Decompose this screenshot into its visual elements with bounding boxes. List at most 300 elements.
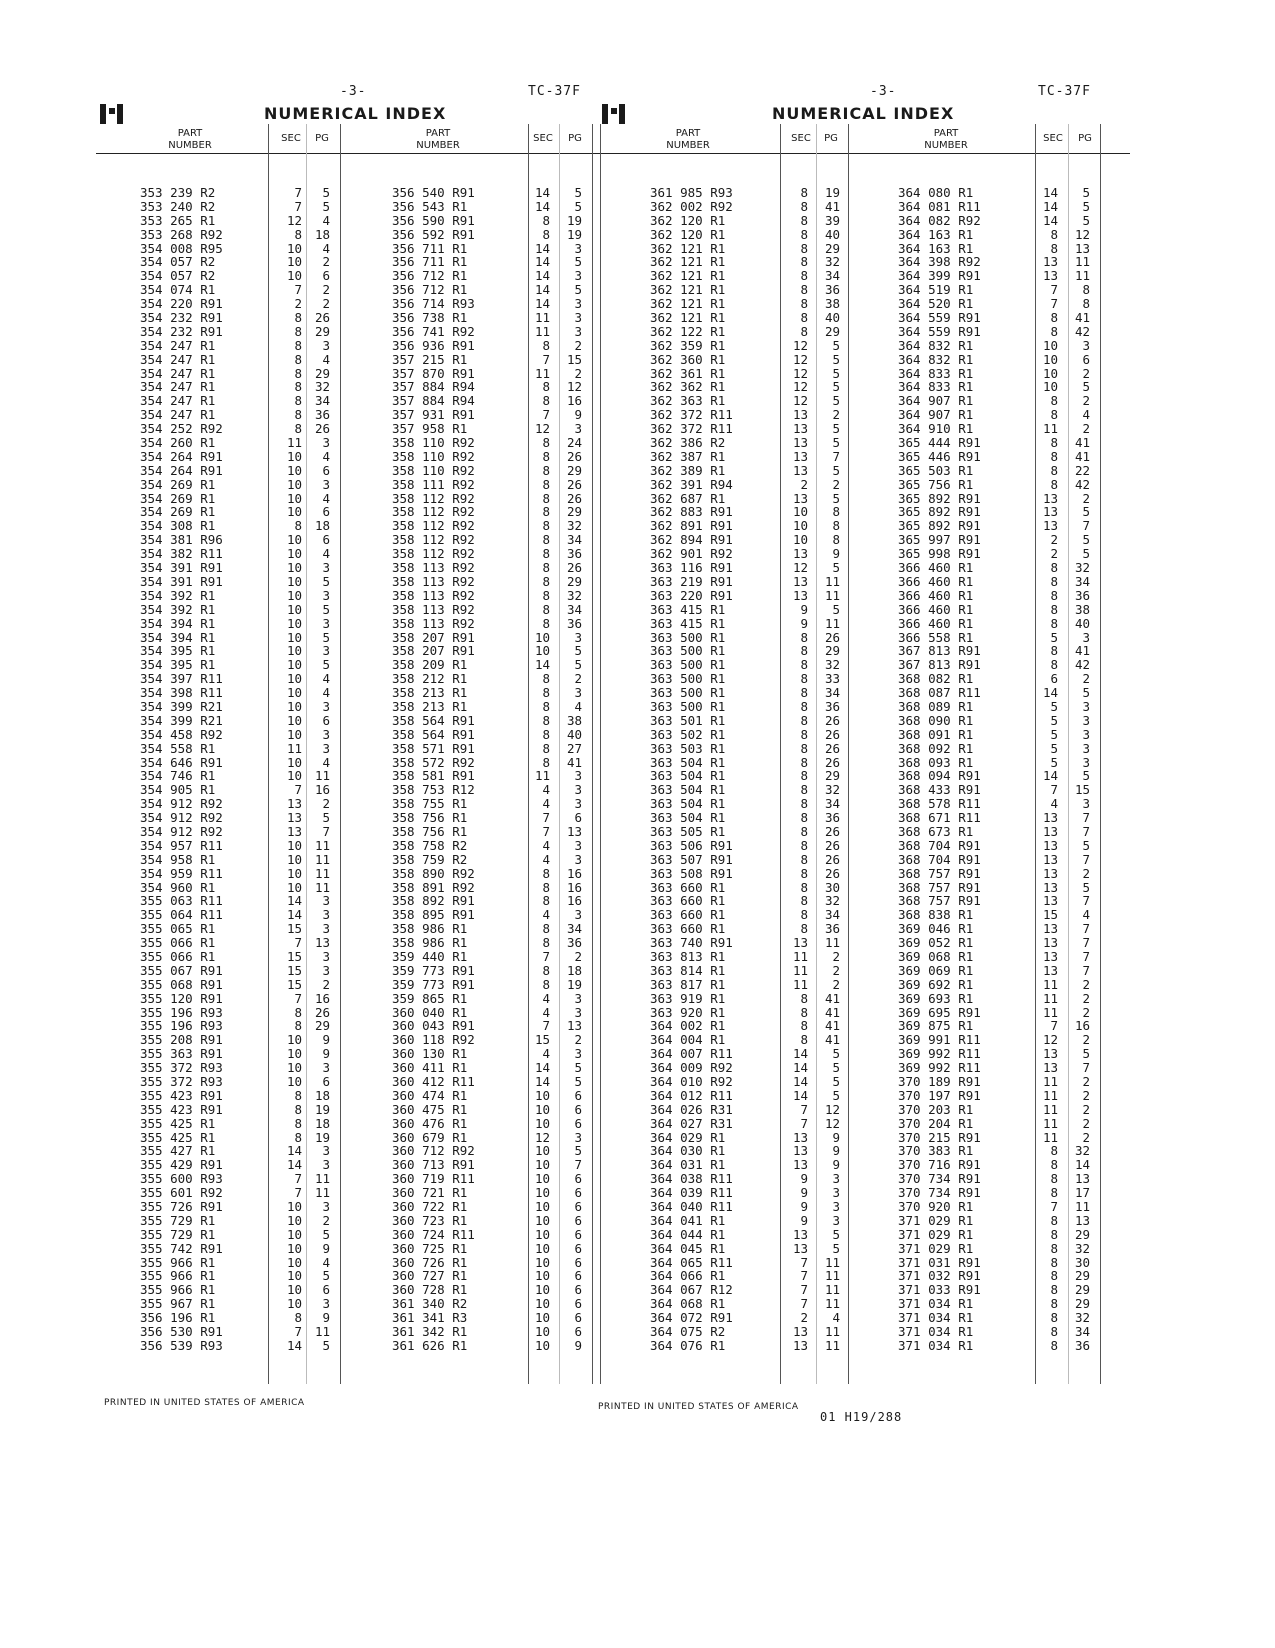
- part-number: 359 440 R1: [392, 948, 468, 964]
- page-ref: 6: [322, 532, 330, 548]
- part-number: 354 399 R21: [140, 698, 223, 714]
- page-ref: 7: [322, 823, 330, 839]
- section-number: 8: [800, 865, 808, 881]
- section-number: 8: [1050, 587, 1058, 603]
- index-row: [650, 950, 850, 964]
- part-number: 354 247 R1: [140, 365, 216, 381]
- section-number: 14: [286, 907, 302, 923]
- section-number: 8: [800, 310, 808, 326]
- index-row: [650, 658, 850, 672]
- section-number: 13: [286, 823, 302, 839]
- section-number: 10: [792, 518, 808, 534]
- page-ref: 11: [824, 573, 840, 589]
- part-number: 364 081 R11: [898, 198, 981, 214]
- index-row: [898, 922, 1098, 936]
- index-row: [140, 1006, 340, 1020]
- index-row: [140, 1061, 340, 1075]
- index-row: [650, 186, 850, 200]
- index-row: [140, 950, 340, 964]
- index-row: [140, 1158, 340, 1172]
- index-row: [140, 505, 340, 519]
- index-row: [650, 1144, 850, 1158]
- page-ref: 4: [322, 685, 330, 701]
- index-row: [650, 1006, 850, 1020]
- section-number: 4: [542, 1046, 550, 1062]
- index-row: [650, 1075, 850, 1089]
- part-number: 364 520 R1: [898, 296, 974, 312]
- index-row: [392, 1006, 592, 1020]
- index-row: [392, 1103, 592, 1117]
- index-row: [392, 492, 592, 506]
- section-number: 14: [534, 254, 550, 270]
- part-number: 355 196 R93: [140, 1018, 223, 1034]
- index-row: [392, 894, 592, 908]
- index-row: [650, 853, 850, 867]
- section-number: 14: [534, 240, 550, 256]
- page-ref: 5: [832, 601, 840, 617]
- page-ref: 11: [824, 1324, 840, 1340]
- page-ref: 7: [1082, 948, 1090, 964]
- page-ref: 9: [832, 1143, 840, 1159]
- part-number: 358 756 R1: [392, 810, 468, 826]
- part-number: 358 564 R91: [392, 726, 475, 742]
- section-number: 8: [800, 810, 808, 826]
- index-row: [392, 783, 592, 797]
- index-row: [392, 1172, 592, 1186]
- part-number: 358 112 R92: [392, 504, 475, 520]
- part-number: 362 387 R1: [650, 448, 726, 464]
- index-row: [392, 908, 592, 922]
- part-number: 362 120 R1: [650, 212, 726, 228]
- index-row: [392, 325, 592, 339]
- page-ref: 2: [1082, 365, 1090, 381]
- page-ref: 3: [322, 435, 330, 451]
- part-number: 358 113 R92: [392, 587, 475, 603]
- part-number: 368 578 R11: [898, 796, 981, 812]
- section-number: 10: [286, 254, 302, 270]
- page-ref: 26: [566, 560, 582, 576]
- part-number: 362 687 R1: [650, 490, 726, 506]
- page-ref: 26: [824, 629, 840, 645]
- page-ref: 16: [314, 990, 330, 1006]
- part-number: 364 038 R11: [650, 1171, 733, 1187]
- section-number: 8: [800, 254, 808, 270]
- header-pg-1: PG: [824, 133, 838, 144]
- page-ref: 7: [1082, 518, 1090, 534]
- section-number: 8: [294, 365, 302, 381]
- page-ref: 4: [322, 546, 330, 562]
- page-ref: 5: [1082, 212, 1090, 228]
- index-row: [392, 839, 592, 853]
- part-number: 371 033 R91: [898, 1282, 981, 1298]
- section-number: 8: [542, 935, 550, 951]
- index-row: [392, 1019, 592, 1033]
- section-number: 8: [542, 754, 550, 770]
- page-ref: 5: [1082, 198, 1090, 214]
- section-number: 13: [792, 462, 808, 478]
- index-row: [140, 228, 340, 242]
- page-ref: 5: [322, 573, 330, 589]
- section-number: 8: [542, 893, 550, 909]
- section-number: 9: [800, 1185, 808, 1201]
- section-number: 10: [286, 587, 302, 603]
- index-row: [650, 1131, 850, 1145]
- section-number: 10: [286, 462, 302, 478]
- page-ref: 5: [832, 560, 840, 576]
- footer-text: PRINTED IN UNITED STATES OF AMERICA: [598, 1402, 799, 1412]
- part-number: 365 444 R91: [898, 435, 981, 451]
- part-number: 358 110 R92: [392, 448, 475, 464]
- index-row: [392, 742, 592, 756]
- section-number: 11: [1042, 1004, 1058, 1020]
- page-ref: 2: [832, 962, 840, 978]
- part-number: 364 910 R1: [898, 421, 974, 437]
- page-ref: 34: [1074, 1324, 1090, 1340]
- section-number: 15: [1042, 907, 1058, 923]
- part-number: 363 500 R1: [650, 657, 726, 673]
- page-ref: 5: [1082, 685, 1090, 701]
- index-row: [140, 380, 340, 394]
- index-row: [140, 644, 340, 658]
- index-row: [650, 1242, 850, 1256]
- page-ref: 9: [574, 1337, 582, 1353]
- page-ref: 2: [1082, 1032, 1090, 1048]
- section-number: 14: [1042, 768, 1058, 784]
- page-ref: 3: [322, 560, 330, 576]
- index-row: [898, 228, 1098, 242]
- index-row: [898, 908, 1098, 922]
- page-ref: 5: [1082, 546, 1090, 562]
- page-ref: 41: [1074, 448, 1090, 464]
- page-ref: 13: [314, 935, 330, 951]
- page-ref: 5: [1082, 504, 1090, 520]
- part-number: 354 232 R91: [140, 310, 223, 326]
- part-number: 364 559 R91: [898, 323, 981, 339]
- section-number: 5: [1050, 629, 1058, 645]
- index-row: [140, 978, 340, 992]
- page-ref: 34: [566, 532, 582, 548]
- index-row: [140, 1269, 340, 1283]
- index-row: [140, 1019, 340, 1033]
- page-ref: 26: [824, 865, 840, 881]
- page-ref: 3: [832, 1171, 840, 1187]
- index-row: [650, 964, 850, 978]
- index-row: [140, 589, 340, 603]
- page-ref: 38: [824, 296, 840, 312]
- index-row: [140, 1200, 340, 1214]
- section-number: 10: [534, 1143, 550, 1159]
- part-number: 363 503 R1: [650, 740, 726, 756]
- ih-logo-icon: [100, 104, 124, 124]
- index-row: [392, 1089, 592, 1103]
- index-row: [650, 200, 850, 214]
- part-number: 356 711 R1: [392, 254, 468, 270]
- page-ref: 26: [824, 823, 840, 839]
- section-number: 8: [800, 907, 808, 923]
- index-row: [140, 603, 340, 617]
- page-ref: 29: [566, 573, 582, 589]
- section-number: 8: [542, 685, 550, 701]
- section-number: 8: [1050, 1254, 1058, 1270]
- page-ref: 18: [314, 226, 330, 242]
- section-number: 13: [792, 421, 808, 437]
- section-number: 12: [792, 337, 808, 353]
- page-ref: 26: [566, 448, 582, 464]
- page-ref: 4: [322, 1254, 330, 1270]
- page-ref: 18: [314, 518, 330, 534]
- part-number: 358 207 R91: [392, 629, 475, 645]
- index-row: [898, 936, 1098, 950]
- part-number: 362 386 R2: [650, 435, 726, 451]
- section-number: 10: [286, 1199, 302, 1215]
- section-number: 14: [792, 1074, 808, 1089]
- part-number: 354 558 R1: [140, 740, 216, 756]
- index-row: [140, 339, 340, 353]
- part-number: 368 089 R1: [898, 698, 974, 714]
- index-row: [650, 325, 850, 339]
- section-number: 13: [1042, 518, 1058, 534]
- header-part-number-2: PART NUMBER: [416, 128, 460, 151]
- index-row: [140, 756, 340, 770]
- section-number: 8: [800, 698, 808, 714]
- page-ref: 5: [1082, 837, 1090, 853]
- section-number: 8: [1050, 1268, 1058, 1284]
- page-ref: 2: [322, 976, 330, 992]
- part-number: 363 507 R91: [650, 851, 733, 867]
- part-number: 364 559 R91: [898, 310, 981, 326]
- part-number: 368 673 R1: [898, 823, 974, 839]
- part-number: 355 967 R1: [140, 1296, 216, 1312]
- index-row: [898, 728, 1098, 742]
- section-number: 14: [534, 185, 550, 200]
- part-number: 368 092 R1: [898, 740, 974, 756]
- part-number: 361 340 R2: [392, 1296, 468, 1312]
- index-row: [898, 964, 1098, 978]
- part-number: 362 901 R92: [650, 546, 733, 562]
- section-number: 8: [1050, 462, 1058, 478]
- index-row: [650, 436, 850, 450]
- index-row: [392, 1311, 592, 1325]
- section-number: 8: [294, 1115, 302, 1131]
- page-ref: 6: [574, 1226, 582, 1242]
- part-number: 368 757 R91: [898, 893, 981, 909]
- index-row: [650, 603, 850, 617]
- part-number: 358 581 R91: [392, 768, 475, 784]
- page-ref: 9: [322, 1046, 330, 1062]
- section-number: 8: [542, 865, 550, 881]
- section-number: 13: [792, 1240, 808, 1256]
- page-ref: 2: [832, 407, 840, 423]
- part-number: 354 646 R91: [140, 754, 223, 770]
- part-number: 370 197 R91: [898, 1087, 981, 1103]
- header-rule: [600, 153, 1130, 154]
- page-ref: 3: [322, 615, 330, 631]
- part-number: 366 460 R1: [898, 601, 974, 617]
- index-row: [392, 1228, 592, 1242]
- section-number: 10: [286, 1254, 302, 1270]
- section-number: 13: [792, 1226, 808, 1242]
- section-number: 14: [792, 1087, 808, 1103]
- part-number: 360 412 R11: [392, 1074, 475, 1089]
- index-row: [392, 811, 592, 825]
- index-row: [392, 1214, 592, 1228]
- index-row: [140, 1339, 340, 1353]
- section-number: 2: [1050, 532, 1058, 548]
- index-row: [392, 283, 592, 297]
- part-number: 364 072 R91: [650, 1310, 733, 1326]
- page-ref: 41: [1074, 435, 1090, 451]
- page-ref: 5: [832, 421, 840, 437]
- page-ref: 19: [314, 1101, 330, 1117]
- part-number: 357 931 R91: [392, 407, 475, 423]
- section-number: 8: [1050, 448, 1058, 464]
- index-row: [898, 464, 1098, 478]
- page-ref: 12: [1074, 226, 1090, 242]
- page-ref: 32: [824, 893, 840, 909]
- part-number: 354 397 R11: [140, 671, 223, 687]
- part-number: 360 727 R1: [392, 1268, 468, 1284]
- part-number: 368 433 R91: [898, 782, 981, 798]
- part-number: 354 247 R1: [140, 393, 216, 409]
- page-ref: 5: [1082, 1046, 1090, 1062]
- section-number: 8: [1050, 393, 1058, 409]
- page-ref: 5: [832, 393, 840, 409]
- index-row: [898, 1339, 1098, 1353]
- index-row: [140, 1033, 340, 1047]
- part-number: 362 360 R1: [650, 351, 726, 367]
- page-ref: 4: [1082, 407, 1090, 423]
- section-number: 8: [800, 1004, 808, 1020]
- section-number: 8: [294, 310, 302, 326]
- column-divider: [592, 124, 593, 1384]
- section-number: 7: [294, 1171, 302, 1187]
- page-ref: 2: [322, 796, 330, 812]
- index-row: [650, 686, 850, 700]
- page-ref: 3: [322, 1199, 330, 1215]
- page-ref: 36: [824, 698, 840, 714]
- section-number: 10: [286, 546, 302, 562]
- page-ref: 3: [574, 768, 582, 784]
- index-row: [898, 1283, 1098, 1297]
- page-ref: 22: [1074, 462, 1090, 478]
- part-number: 371 034 R1: [898, 1337, 974, 1353]
- page-ref: 3: [574, 421, 582, 437]
- part-number: 355 208 R91: [140, 1032, 223, 1048]
- index-row: [392, 242, 592, 256]
- part-number: 363 415 R1: [650, 615, 726, 631]
- section-number: 8: [542, 962, 550, 978]
- index-row: [650, 1158, 850, 1172]
- part-number: 355 601 R92: [140, 1185, 223, 1201]
- index-row: [898, 367, 1098, 381]
- page-ref: 2: [322, 296, 330, 312]
- part-number: 355 429 R91: [140, 1157, 223, 1173]
- page-ref: 3: [322, 907, 330, 923]
- index-row: [140, 881, 340, 895]
- section-number: 8: [800, 1032, 808, 1048]
- section-number: 8: [542, 518, 550, 534]
- page-ref: 3: [832, 1185, 840, 1201]
- index-row: [898, 1047, 1098, 1061]
- part-number: 354 458 R92: [140, 726, 223, 742]
- index-row: [650, 297, 850, 311]
- part-number: 360 723 R1: [392, 1212, 468, 1228]
- section-number: 8: [542, 560, 550, 576]
- section-number: 8: [294, 1129, 302, 1145]
- index-row: [650, 255, 850, 269]
- part-number: 362 122 R1: [650, 323, 726, 339]
- part-number: 363 660 R1: [650, 879, 726, 895]
- section-number: 8: [800, 823, 808, 839]
- index-row: [392, 1144, 592, 1158]
- page-ref: 34: [314, 393, 330, 409]
- section-number: 12: [286, 212, 302, 228]
- page-ref: 11: [1074, 268, 1090, 284]
- section-number: 14: [534, 198, 550, 214]
- index-row: [392, 686, 592, 700]
- index-row: [650, 228, 850, 242]
- part-number: 363 500 R1: [650, 643, 726, 659]
- part-number: 370 920 R1: [898, 1199, 974, 1215]
- page-ref: 15: [566, 351, 582, 367]
- index-row: [898, 853, 1098, 867]
- section-number: 4: [542, 782, 550, 798]
- part-number: 356 540 R91: [392, 185, 475, 200]
- index-row: [650, 1339, 850, 1353]
- part-number: 358 571 R91: [392, 740, 475, 756]
- part-number: 360 724 R11: [392, 1226, 475, 1242]
- section-number: 10: [286, 601, 302, 617]
- part-number: 364 065 R11: [650, 1254, 733, 1270]
- section-number: 8: [1050, 1310, 1058, 1326]
- part-number: 363 813 R1: [650, 948, 726, 964]
- page-ref: 29: [1074, 1226, 1090, 1242]
- index-row: [898, 1200, 1098, 1214]
- section-number: 15: [286, 948, 302, 964]
- index-row: [898, 561, 1098, 575]
- section-number: 13: [792, 573, 808, 589]
- page-ref: 3: [322, 1157, 330, 1173]
- index-row: [898, 589, 1098, 603]
- part-number: 361 342 R1: [392, 1324, 468, 1340]
- section-number: 5: [1050, 698, 1058, 714]
- index-row: [650, 450, 850, 464]
- page-ref: 5: [832, 462, 840, 478]
- part-number: 356 530 R91: [140, 1324, 223, 1340]
- section-number: 4: [542, 796, 550, 812]
- index-row: [392, 200, 592, 214]
- index-row: [898, 811, 1098, 825]
- section-number: 8: [1050, 1226, 1058, 1242]
- index-row: [650, 269, 850, 283]
- index-row: [392, 853, 592, 867]
- part-number: 354 381 R96: [140, 532, 223, 548]
- section-number: 13: [792, 1143, 808, 1159]
- part-number: 354 391 R91: [140, 573, 223, 589]
- page-title: NUMERICAL INDEX: [264, 104, 447, 123]
- index-row: [650, 353, 850, 367]
- part-number: 364 082 R92: [898, 212, 981, 228]
- part-number: 363 504 R1: [650, 754, 726, 770]
- page-ref: 5: [1082, 185, 1090, 200]
- part-number: 358 209 R1: [392, 657, 468, 673]
- section-number: 8: [294, 379, 302, 395]
- section-number: 14: [1042, 198, 1058, 214]
- part-number: 354 912 R92: [140, 796, 223, 812]
- index-row: [392, 769, 592, 783]
- page-ref: 40: [566, 726, 582, 742]
- index-row: [392, 1033, 592, 1047]
